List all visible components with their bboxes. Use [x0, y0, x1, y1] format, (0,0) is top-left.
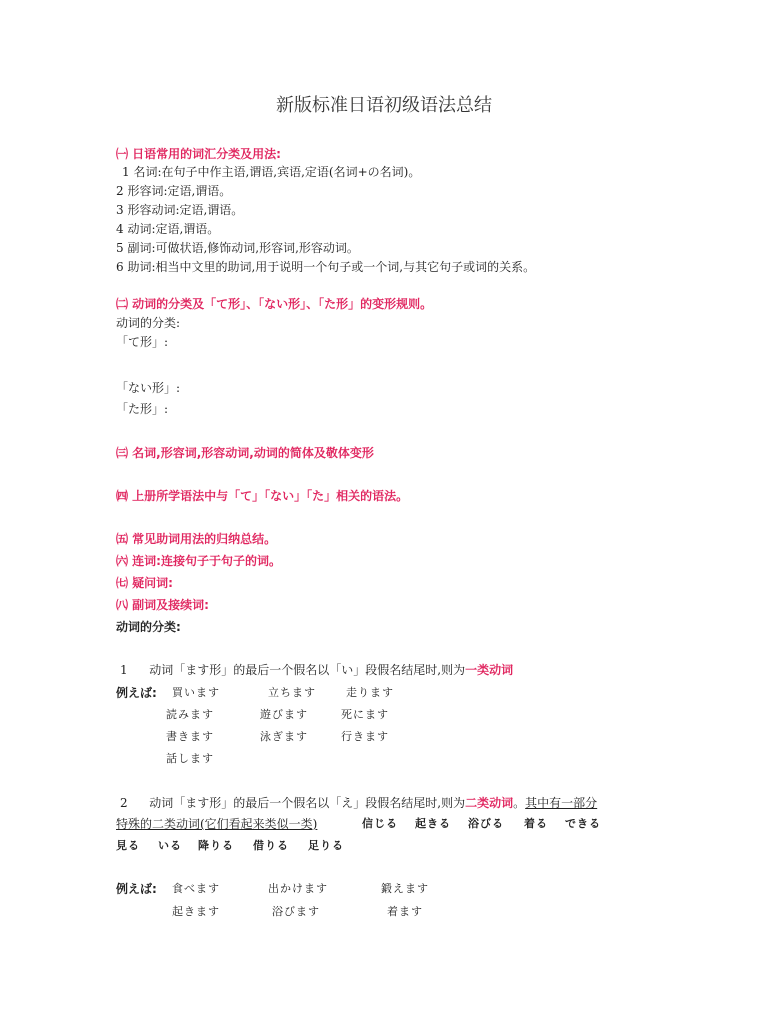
verb-example: 話します: [166, 752, 214, 765]
rule-2-underlined-note: 其中有一部分: [525, 796, 598, 810]
te-form-label: 「て形」:: [116, 335, 169, 349]
page-title: 新版标准日语初级语法总结: [276, 95, 492, 116]
verb-example: 遊びます: [260, 708, 308, 721]
special-verb: 起きる: [415, 817, 451, 830]
section-6-heading: ㈥ 连词:连接句子于句子的词。: [116, 554, 281, 568]
special-verb: 降りる: [198, 839, 234, 852]
section-1-item: 3 形容动词:定语,谓语。: [116, 203, 244, 217]
rule-2-line: [120, 795, 597, 811]
rule-1-line: [120, 662, 513, 678]
section-2-heading: ㈡ 动词的分类及「て形」、「ない形」、「た形」的变形规则。: [116, 297, 433, 311]
special-verb: 着る: [524, 817, 548, 830]
section-1-item: 1 名词:在句子中作主语,谓语,宾语,定语(名词+の名词)。: [122, 165, 421, 179]
section-1-item: 2 形容词:定语,谓语。: [116, 184, 232, 198]
section-8-heading: ㈧ 副词及接续词:: [116, 598, 209, 612]
special-verb: 浴びる: [468, 817, 504, 830]
verb-example: 立ちます: [268, 686, 316, 699]
verb-example: 買います: [172, 686, 220, 699]
section-3-heading: ㈢ 名词,形容词,形容动词,动词的简体及敬体变形: [116, 446, 374, 460]
special-verb: 足りる: [308, 839, 344, 852]
special-verb: 見る: [116, 839, 140, 852]
section-1-item: 6 助词:相当中文里的助词,用于说明一个句子或一个词,与其它句子或词的关系。: [116, 260, 536, 274]
rule-1-text: 动词「ます形」的最后一个假名以「い」段假名结尾时,则为: [149, 663, 466, 677]
verb-example: 起きます: [172, 905, 220, 918]
section-1-item: 4 动词:定语,谓语。: [116, 222, 220, 236]
rule-1-number: 1: [120, 663, 128, 677]
verb-example: 書きます: [166, 730, 214, 743]
special-verb: いる: [158, 839, 182, 852]
section-1-item: 5 副词:可做状语,修饰动词,形容词,形容动词。: [116, 241, 359, 255]
verb-example: 泳ぎます: [260, 730, 308, 743]
verb-example: 浴びます: [272, 905, 320, 918]
section-2-subheading: 动词的分类:: [116, 316, 181, 330]
section-7-heading: ㈦ 疑问词:: [116, 576, 173, 590]
special-verb: 信じる: [362, 817, 398, 830]
section-5-heading: ㈤ 常见助词用法的归纳总结。: [116, 532, 277, 546]
verb-example: 着ます: [387, 905, 423, 918]
rule-1-example-label: 例えば:: [116, 686, 157, 700]
verb-example: 出かけます: [268, 882, 328, 895]
special-verb: できる: [565, 817, 601, 830]
verb-example: 食べます: [172, 882, 220, 895]
rule-2-example-label: 例えば:: [116, 882, 157, 896]
rule-2-number: 2: [120, 796, 128, 810]
ta-form-label: 「た形」:: [116, 402, 169, 416]
special-verb: 借りる: [253, 839, 289, 852]
verb-classification-label: 动词的分类:: [116, 620, 181, 634]
verb-example: 読みます: [166, 708, 214, 721]
verb-example: 行きます: [341, 730, 389, 743]
rule-2-text: 动词「ます形」的最后一个假名以「え」段假名结尾时,则为: [149, 796, 466, 810]
nai-form-label: 「ない形」:: [116, 381, 181, 395]
rule-2-underlined-note-cont: 特殊的二类动词(它们看起来类似一类): [116, 817, 318, 831]
verb-example: 走ります: [346, 686, 394, 699]
rule-2-highlight: 二类动词: [465, 796, 514, 810]
rule-2-special-line-1: [116, 816, 317, 832]
section-4-heading: ㈣ 上册所学语法中与「て」「ない」「た」相关的语法。: [116, 489, 409, 503]
rule-1-highlight: 一类动词: [465, 663, 514, 677]
rule-2-period: 。: [513, 796, 526, 810]
verb-example: 鍛えます: [381, 882, 429, 895]
verb-example: 死にます: [341, 708, 389, 721]
section-1-heading: ㈠ 日语常用的词汇分类及用法:: [116, 147, 281, 161]
